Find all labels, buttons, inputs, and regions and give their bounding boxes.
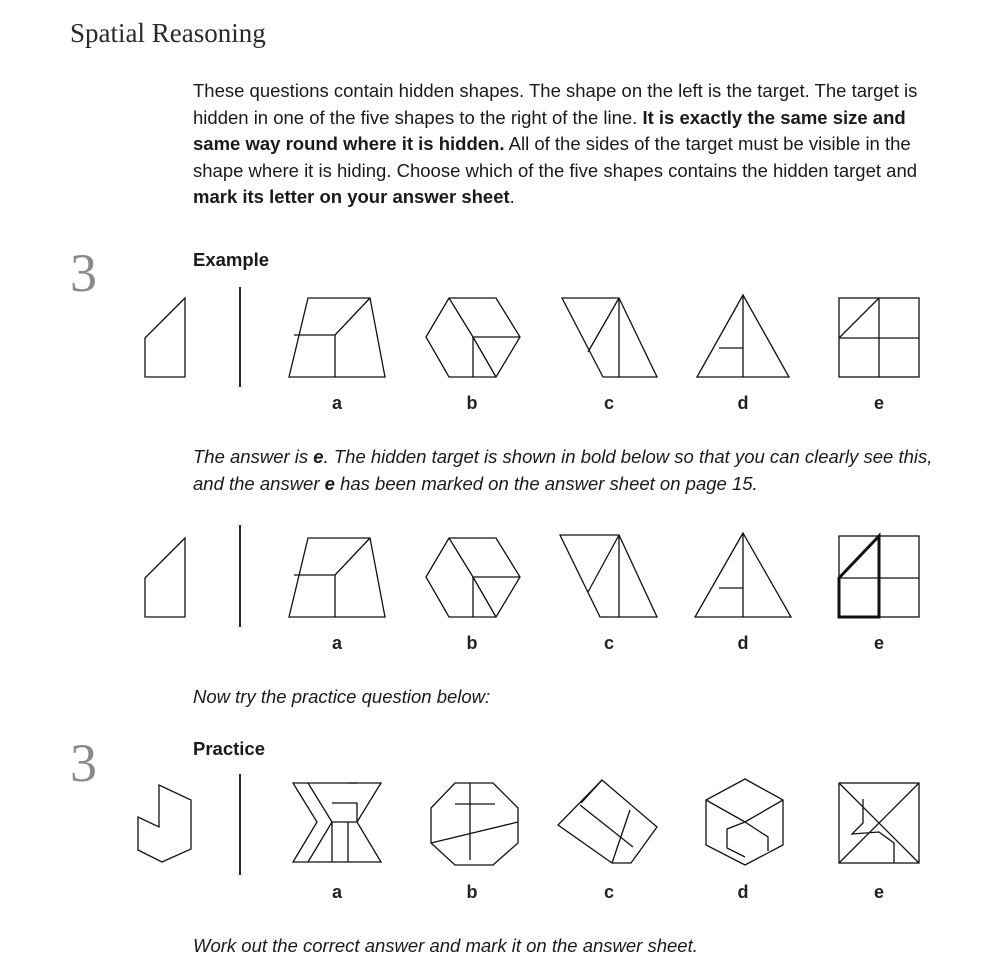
answer-text-1: The answer is [193, 446, 314, 467]
option-label-b: b [466, 882, 478, 902]
practice-figure-row [0, 765, 986, 905]
intro-bold-1: It is exactly the same size and same way round where it is hidden. [193, 106, 906, 155]
practice-option-b[interactable] [431, 783, 518, 865]
answer-explanation [193, 443, 953, 497]
hidden-target-highlight [839, 536, 879, 617]
solution-option-b [426, 538, 520, 617]
practice-question-number: 3 [70, 733, 97, 793]
answer-text-2: . The hidden target is shown in bold below so that you can clearly see this, and the answer [193, 446, 933, 494]
answer-text-3: has been marked on the answer sheet on page 15. [334, 473, 758, 494]
practice-option-a[interactable] [293, 783, 381, 862]
example-question-number: 3 [70, 243, 97, 303]
option-label-e: e [873, 393, 885, 413]
solution-option-e [839, 536, 919, 617]
intro-text-3: . [509, 186, 515, 208]
example-heading: Example [193, 249, 270, 270]
example-option-a[interactable] [289, 298, 385, 377]
option-label-e: e [873, 633, 885, 653]
example-option-d[interactable] [697, 295, 789, 377]
solution-option-a [289, 538, 385, 617]
option-label-d: d [737, 882, 749, 902]
answer-letter: e [313, 446, 324, 467]
option-label-b: b [466, 393, 478, 413]
page-title: Spatial Reasoning [70, 18, 266, 48]
practice-instruction: Work out the correct answer and mark it on the answer sheet. [193, 935, 698, 956]
practice-option-e[interactable] [839, 783, 919, 863]
option-label-c: c [603, 393, 615, 413]
option-label-a: a [331, 882, 343, 902]
option-label-b: b [466, 633, 478, 653]
solution-option-d [695, 533, 791, 617]
practice-option-d[interactable] [706, 779, 783, 865]
example-figure-row [0, 280, 986, 420]
answer-letter-2: e [324, 473, 335, 494]
instructions-paragraph [193, 78, 933, 211]
example-target-shape [145, 298, 185, 377]
example-option-b[interactable] [426, 298, 520, 377]
option-label-a: a [331, 633, 343, 653]
intro-text-2: All of the sides of the target must be visible in the shape where it is hiding. Choose which of the five shapes contains the hidden target and [193, 133, 918, 181]
intro-text-1: These questions contain hidden shapes. The shape on the left is the target. The target is hidden in one of the five shapes to the right of the line. [193, 80, 918, 128]
solution-option-c [560, 535, 657, 617]
practice-target-shape [138, 785, 191, 862]
option-label-c: c [603, 633, 615, 653]
option-label-e: e [873, 882, 885, 902]
option-label-c: c [603, 882, 615, 902]
option-label-d: d [737, 633, 749, 653]
intro-bold-2: mark its letter on your answer sheet [193, 186, 510, 208]
example-option-c[interactable] [562, 298, 657, 377]
practice-option-c[interactable] [558, 780, 657, 863]
option-label-d: d [737, 393, 749, 413]
practice-heading: Practice [193, 738, 265, 759]
example-solution-row [0, 520, 986, 660]
practice-transition: Now try the practice question below: [193, 686, 491, 707]
example-option-e[interactable] [839, 298, 919, 377]
option-label-a: a [331, 393, 343, 413]
solution-target-shape [145, 538, 185, 617]
